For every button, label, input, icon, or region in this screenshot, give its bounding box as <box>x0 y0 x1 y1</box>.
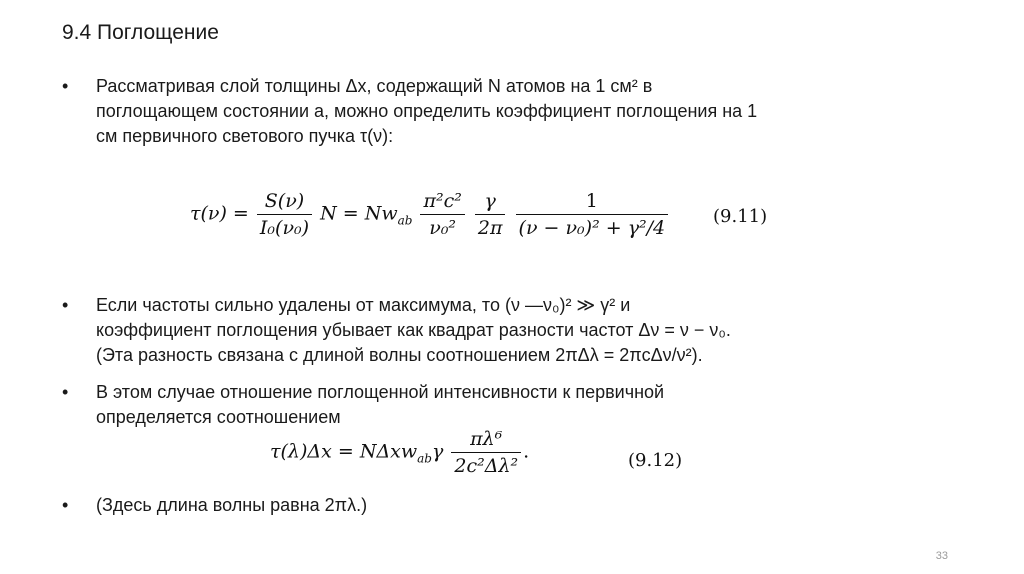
eq1-fraction-2 <box>420 190 464 239</box>
eq1-mid-sub: ab <box>397 213 413 228</box>
bullet-3-line-2: определяется соотношением <box>96 407 341 427</box>
bullet-2-line-2: коэффициент поглощения убывает как квадрат разности частот Δν = ν − ν₀. <box>96 320 731 340</box>
eq1-fraction-3 <box>475 190 506 239</box>
eq2-lhs: τ(λ)Δx = NΔxw <box>270 440 418 463</box>
eq2-f-den: 2c²Δλ² <box>454 455 519 477</box>
eq2-fraction <box>451 428 521 477</box>
bullet-4-line-1: (Здесь длина волны равна 2πλ.) <box>96 495 368 515</box>
bullet-2 <box>62 293 731 368</box>
slide-title: 9.4 Поглощение <box>62 21 219 44</box>
equation-number-9-12: (9.12) <box>628 450 683 471</box>
bullet-1 <box>62 74 757 149</box>
bullet-marker: • <box>62 76 69 96</box>
eq1-f1-num: S(ν) <box>257 190 312 215</box>
eq1-fraction-4 <box>516 190 669 239</box>
bullet-3-line-1: В этом случае отношение поглощенной интенсивности к первичной <box>96 382 665 402</box>
eq2-f-num: πλ⁶ <box>451 428 521 453</box>
eq1-f4-den: (ν − ν₀)² + γ²/4 <box>518 217 666 239</box>
eq1-f2-den: ν₀² <box>429 217 457 239</box>
eq2-gamma: γ <box>431 440 444 463</box>
eq1-fraction-1 <box>257 190 312 239</box>
page-number: 33 <box>935 550 948 562</box>
bullet-1-line-1: Рассматривая слой толщины Δx, содержащий N атомов на 1 см² в <box>96 76 653 96</box>
bullet-marker: • <box>62 295 69 315</box>
eq1-f1-den: I₀(ν₀) <box>259 217 310 239</box>
eq1-lhs: τ(ν) = <box>190 202 249 225</box>
eq1-f2-num: π²c² <box>420 190 464 215</box>
eq1-f3-num: γ <box>475 190 506 215</box>
eq1-mid: N = Nw <box>320 202 398 225</box>
equation-number-9-11: (9.11) <box>713 206 768 227</box>
bullet-2-line-3: (Эта разность связана с длиной волны соотношением 2πΔλ = 2πcΔν/ν²). <box>96 345 703 365</box>
eq2-lhs-sub: ab <box>417 451 432 466</box>
equation-9-11 <box>190 190 670 239</box>
bullet-marker: • <box>62 495 69 515</box>
bullet-1-line-3: см первичного светового пучка τ(ν): <box>96 126 394 146</box>
equation-9-12 <box>270 428 529 477</box>
bullet-1-line-2: поглощающем состоянии a, можно определить коэффициент поглощения на 1 <box>96 101 758 121</box>
eq1-f4-num: 1 <box>516 190 669 215</box>
bullet-4 <box>62 493 367 518</box>
eq1-f3-den: 2π <box>477 217 503 239</box>
bullet-3 <box>62 380 664 430</box>
bullet-marker: • <box>62 382 69 402</box>
eq2-tail: . <box>523 440 530 463</box>
bullet-2-line-1: Если частоты сильно удалены от максимума, то (ν —ν₀)² ≫ γ² и <box>96 295 631 315</box>
